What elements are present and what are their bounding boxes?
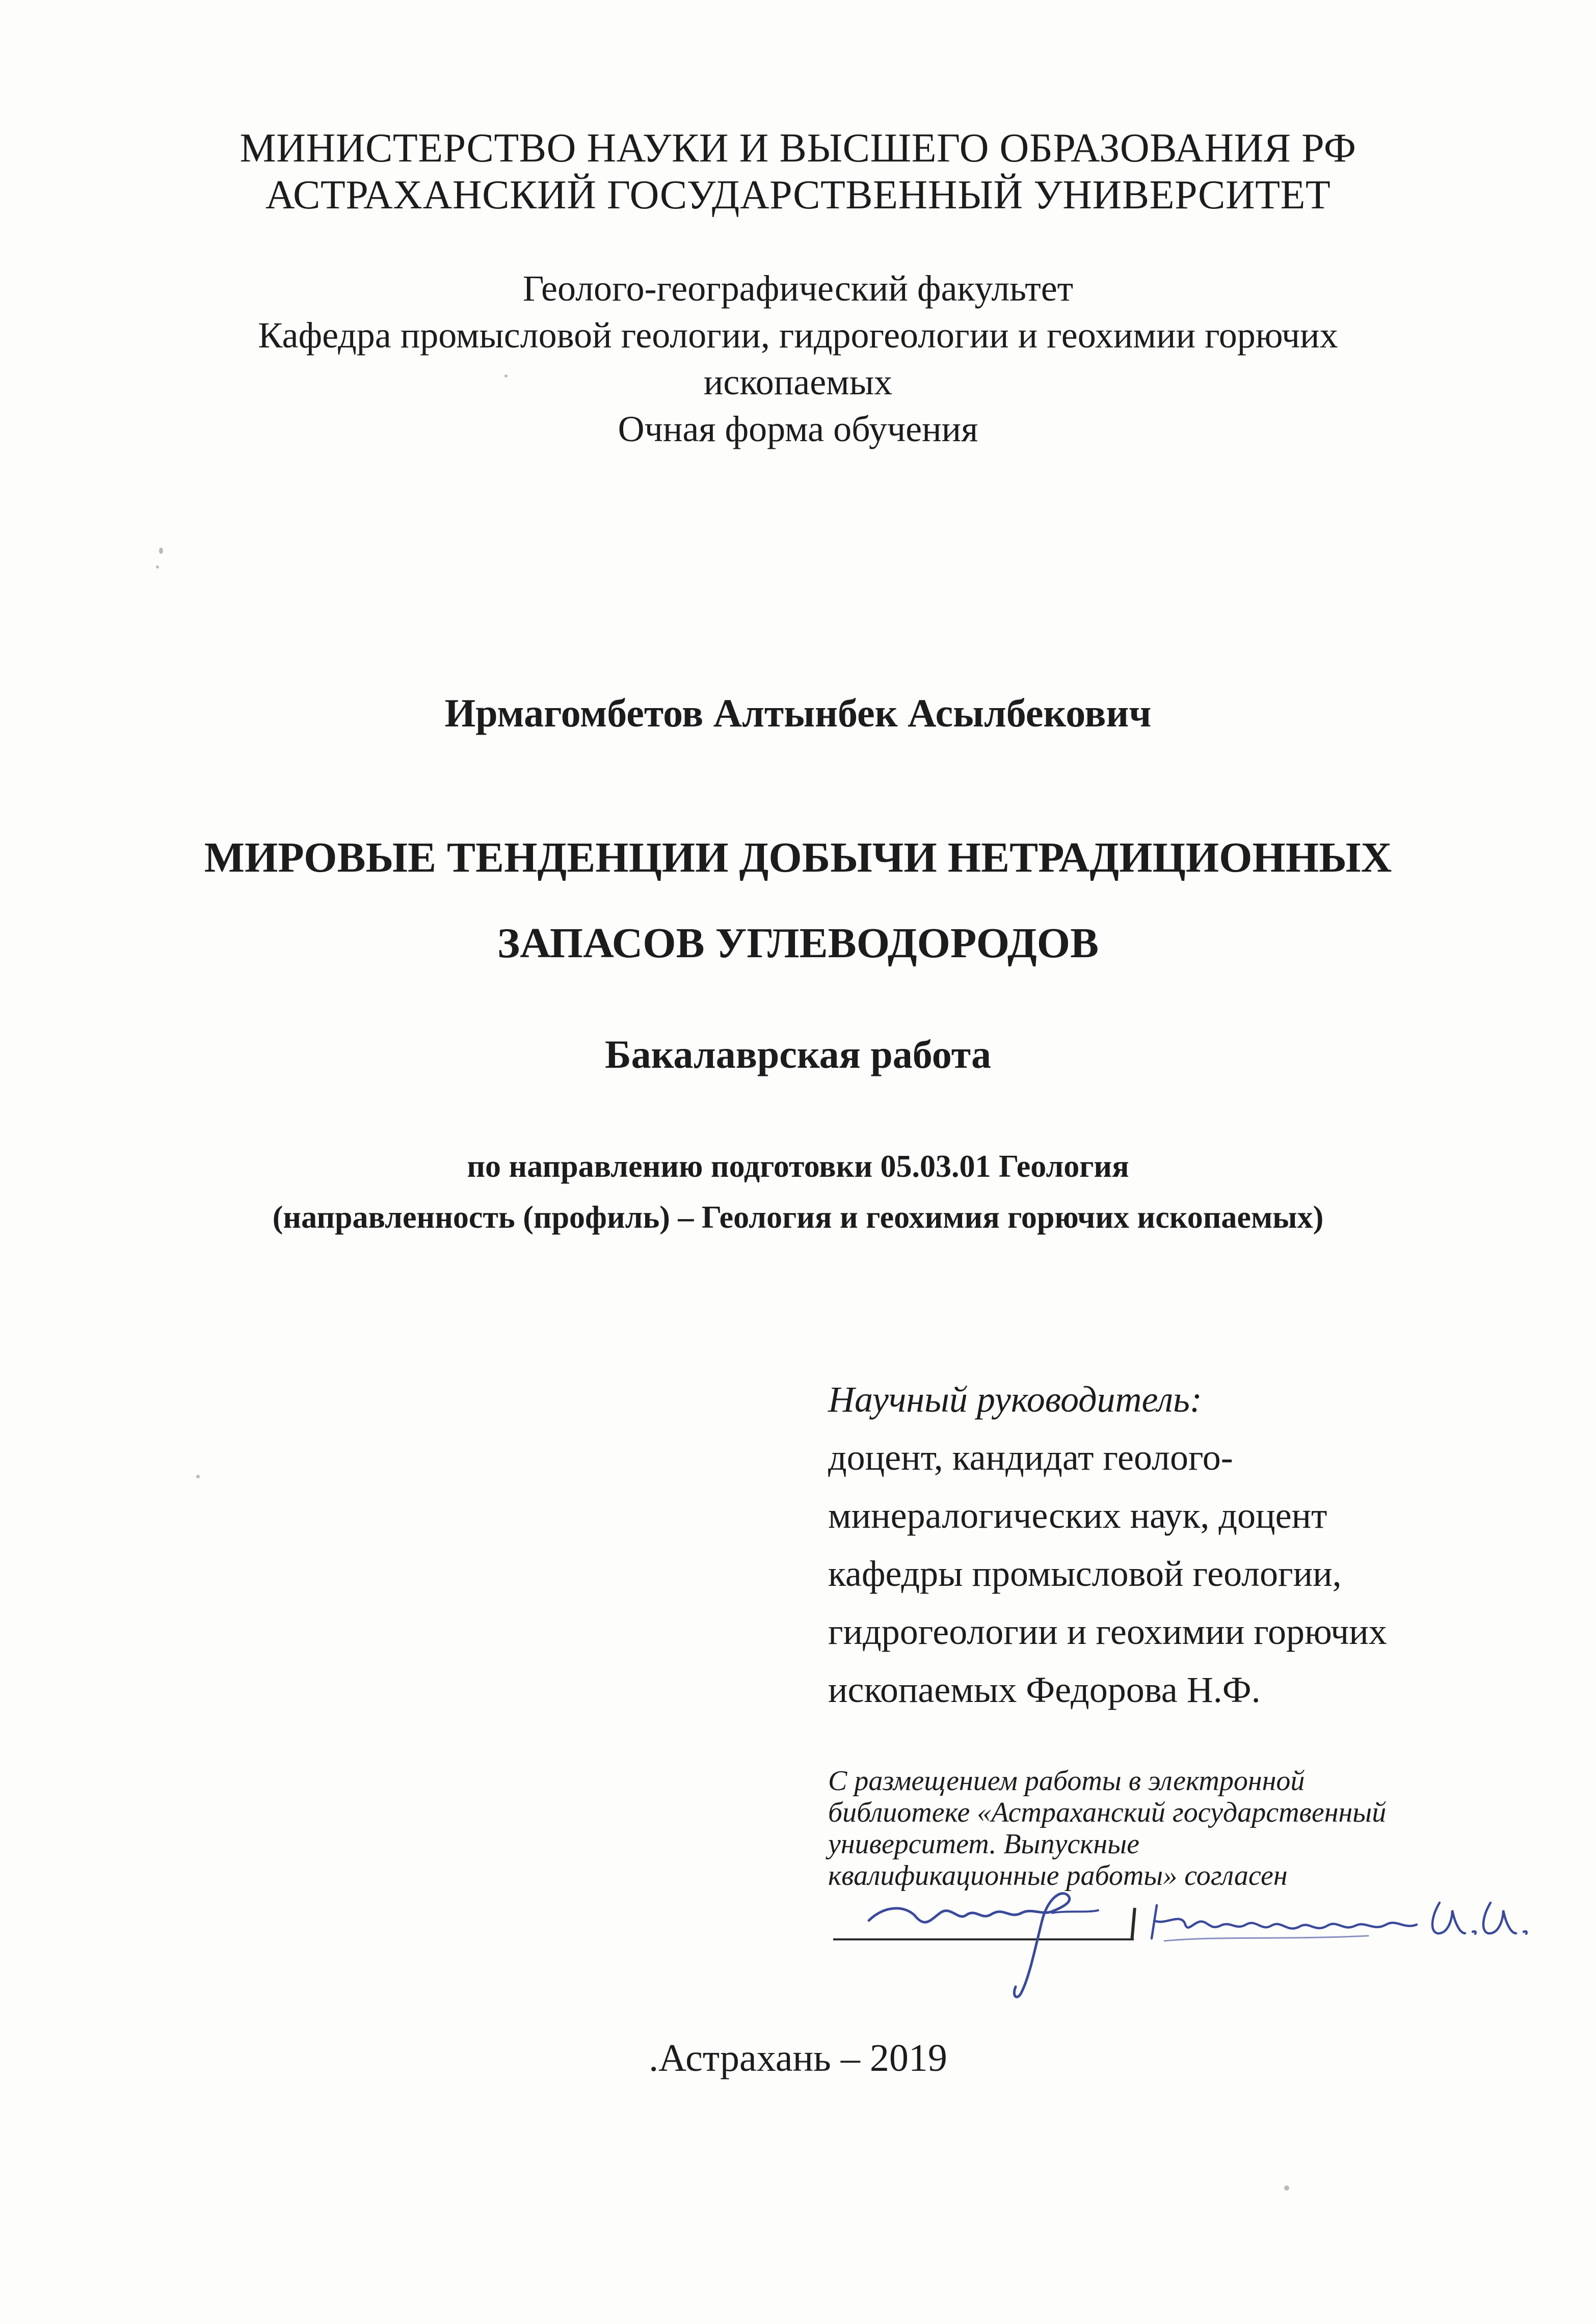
thesis-title-line: ЗАПАСОВ УГЛЕВОДОРОДОВ (497, 920, 1099, 967)
scan-speck (156, 565, 159, 569)
university-line: АСТРАХАНСКИЙ ГОСУДАРСТВЕННЫЙ УНИВЕРСИТЕТ (265, 173, 1331, 218)
work-type: Бакалаврская работа (605, 1032, 991, 1076)
supervisor-line: доцент, кандидат геолого- (828, 1437, 1233, 1478)
consent-line: С размещением работы в электронной (828, 1765, 1305, 1797)
ministry-line: МИНИСТЕРСТВО НАУКИ И ВЫСШЕГО ОБРАЗОВАНИЯ РФ (240, 126, 1356, 171)
scan-speck (1284, 2185, 1289, 2191)
scan-speck (159, 548, 163, 554)
handwritten-signature (828, 1885, 1541, 2017)
thesis-title (0, 815, 1596, 986)
supervisor-heading: Научный руководитель: (828, 1379, 1202, 1420)
ministry-header (0, 125, 1596, 219)
supervisor-line: гидрогеологии и геохимии горючих (828, 1611, 1387, 1652)
supervisor-line: минералогических наук, доцент (828, 1495, 1327, 1536)
profile-line: (направленность (профиль) – Геология и геохимия горючих ископаемых) (272, 1200, 1324, 1235)
supervisor-line: кафедры промысловой геологии, (828, 1553, 1342, 1594)
department-line-cont: ископаемых (703, 362, 893, 402)
consent-line: библиотеке «Астраханский государственный (828, 1797, 1387, 1828)
city-year: .Астрахань – 2019 (649, 2037, 947, 2079)
library-consent-block (828, 1765, 1541, 1891)
department-line: Кафедра промысловой геологии, гидрогеологии и геохимии горючих (258, 315, 1338, 356)
scan-speck (196, 1475, 200, 1478)
scan-speck (504, 374, 508, 377)
faculty-line: Геолого-географический факультет (522, 268, 1074, 309)
author-name: Ирмагомбетов Алтынбек Асылбекович (444, 691, 1152, 735)
study-form-line: Очная форма обучения (618, 409, 978, 449)
faculty-block (0, 265, 1596, 452)
supervisor-block (828, 1370, 1516, 1719)
consent-line: квалификационные работы» согласен (828, 1860, 1288, 1891)
consent-line: университет. Выпускные (828, 1828, 1139, 1860)
supervisor-line: ископаемых Федорова Н.Ф. (828, 1669, 1261, 1710)
signature-area (828, 1885, 1541, 2017)
direction-line: по направлению подготовки 05.03.01 Геология (467, 1149, 1129, 1184)
study-direction (0, 1141, 1596, 1243)
thesis-title-line: МИРОВЫЕ ТЕНДЕНЦИИ ДОБЫЧИ НЕТРАДИЦИОННЫХ (204, 834, 1392, 881)
